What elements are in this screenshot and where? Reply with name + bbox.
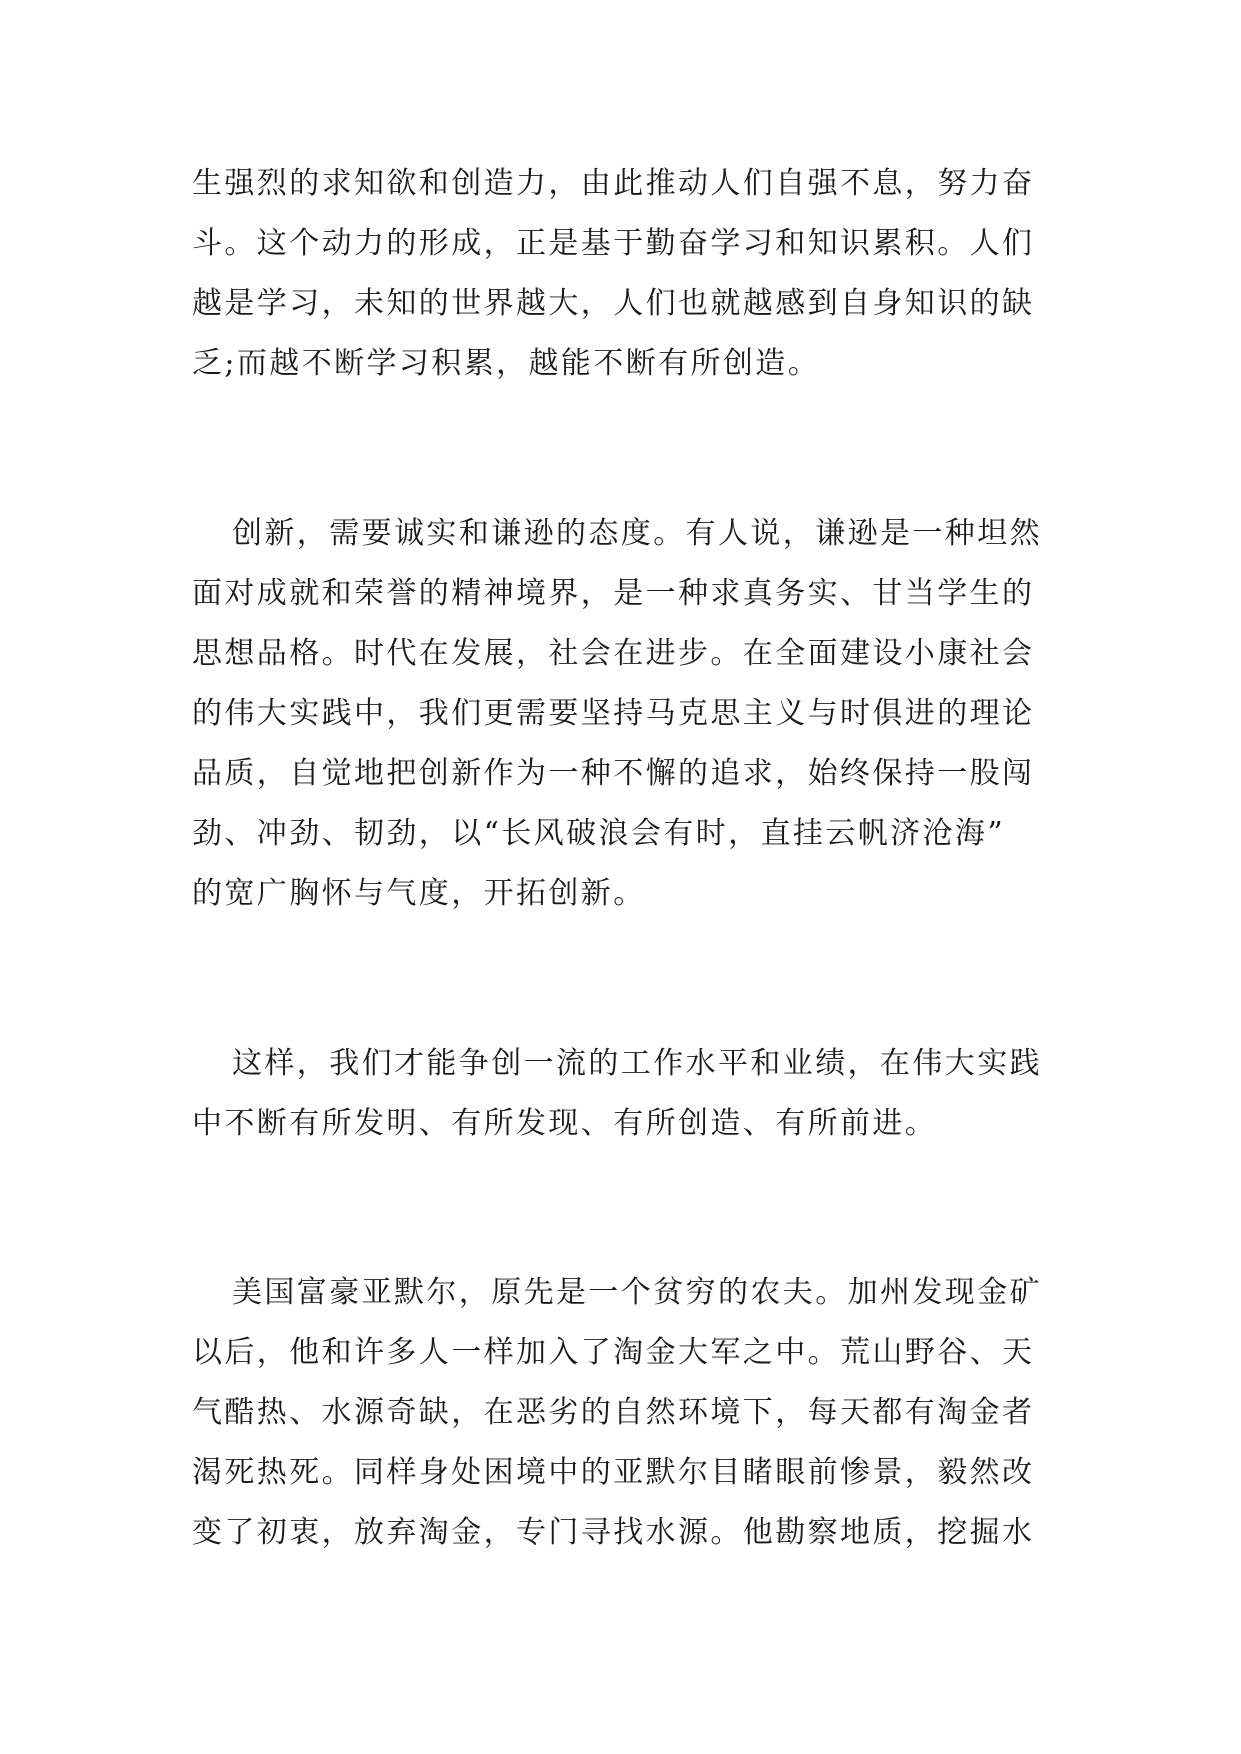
text-line: 品质，自觉地把创新作为一种不懈的追求，始终保持一股闯 bbox=[192, 756, 1035, 791]
text-line: 面对成就和荣誉的精神境界，是一种求真务实、甘当学生的 bbox=[192, 576, 1035, 611]
text-line: 越是学习，未知的世界越大，人们也就越感到自身知识的缺 bbox=[192, 286, 1035, 321]
text-line: 的宽广胸怀与气度，开拓创新。 bbox=[192, 876, 646, 911]
text-line: 斗。这个动力的形成，正是基于勤奋学习和知识累积。人们 bbox=[192, 226, 1035, 261]
text-line: 以后，他和许多人一样加入了淘金大军之中。荒山野谷、天 bbox=[192, 1335, 1035, 1370]
text-line: 这样，我们才能争创一流的工作水平和业绩，在伟大实践 bbox=[232, 1046, 1042, 1081]
text-line: 的伟大实践中，我们更需要坚持马克思主义与时俱进的理论 bbox=[192, 696, 1035, 731]
text-line: 乏;而越不断学习积累，越能不断有所创造。 bbox=[192, 346, 821, 381]
text-line: 美国富豪亚默尔，原先是一个贫穷的农夫。加州发现金矿 bbox=[232, 1275, 1042, 1310]
text-line: 变了初衷，放弃淘金，专门寻找水源。他勘察地质，挖掘水 bbox=[192, 1515, 1035, 1550]
text-line: 劲、冲劲、韧劲，以“长风破浪会有时，直挂云帆济沧海” bbox=[192, 816, 1006, 851]
text-line: 生强烈的求知欲和创造力，由此推动人们自强不息，努力奋 bbox=[192, 166, 1035, 201]
text-line: 创新，需要诚实和谦逊的态度。有人说，谦逊是一种坦然 bbox=[232, 516, 1042, 551]
text-line: 中不断有所发明、有所发现、有所创造、有所前进。 bbox=[192, 1106, 938, 1141]
text-line: 气酷热、水源奇缺，在恶劣的自然环境下，每天都有淘金者 bbox=[192, 1395, 1035, 1430]
text-line: 渴死热死。同样身处困境中的亚默尔目睹眼前惨景，毅然改 bbox=[192, 1455, 1035, 1490]
text-line: 思想品格。时代在发展，社会在进步。在全面建设小康社会 bbox=[192, 636, 1035, 671]
